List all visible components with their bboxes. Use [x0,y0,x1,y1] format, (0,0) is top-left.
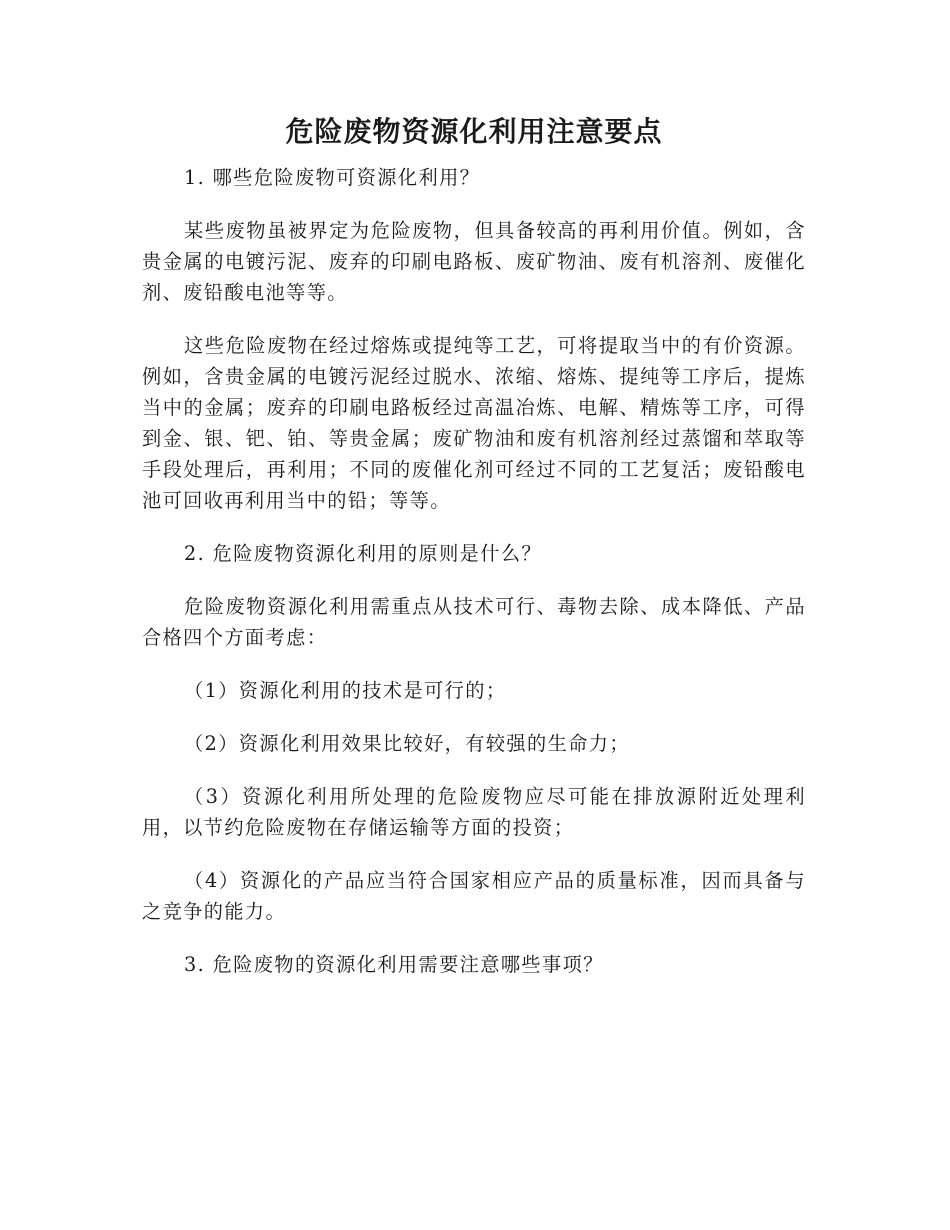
section-heading-2: 2. 危险废物资源化利用的原则是什么？ [184,542,543,565]
document-body [142,108,806,1002]
paragraph: 某些废物虽被界定为危险废物，但具备较高的再利用价值。例如，含贵金属的电镀污泥、废弃的印刷电路板、废矿物油、废有机溶剂、废催化剂、废铅酸电池等等。 [142,219,806,304]
list-item: （1）资源化利用的技术是可行的； [184,679,507,702]
section-heading-1: 1. 哪些危险废物可资源化利用？ [184,166,481,189]
list-item: （4）资源化的产品应当符合国家相应产品的质量标准，因而具备与之竞争的能力。 [142,869,806,923]
paragraph: 这些危险废物在经过熔炼或提纯等工艺，可将提取当中的有价资源。例如，含贵金属的电镀污泥经过脱水、浓缩、熔炼、提纯等工序后，提炼当中的金属；废弃的印刷电路板经过高温冶炼、电解、精炼等工序，可得到金、银、钯、铂、等贵金属；废矿物油和废有机溶剂经过蒸馏和萃取等手段处理后，再利用；不同的废催化剂可经过不同的工艺复活；废铅酸电池可回收再利用当中的铅；等等。 [142,334,806,512]
section-heading-3: 3. 危险废物的资源化利用需要注意哪些事项？ [184,953,604,976]
list-item: （2）资源化利用效果比较好，有较强的生命力； [184,732,630,755]
document-title: 危险废物资源化利用注意要点 [285,115,663,148]
paragraph: 危险废物资源化利用需重点从技术可行、毒物去除、成本降低、产品合格四个方面考虑： [142,595,806,649]
list-item: （3）资源化利用所处理的危险废物应尽可能在排放源附近处理利用，以节约危险废物在存储运输等方面的投资； [142,785,806,839]
